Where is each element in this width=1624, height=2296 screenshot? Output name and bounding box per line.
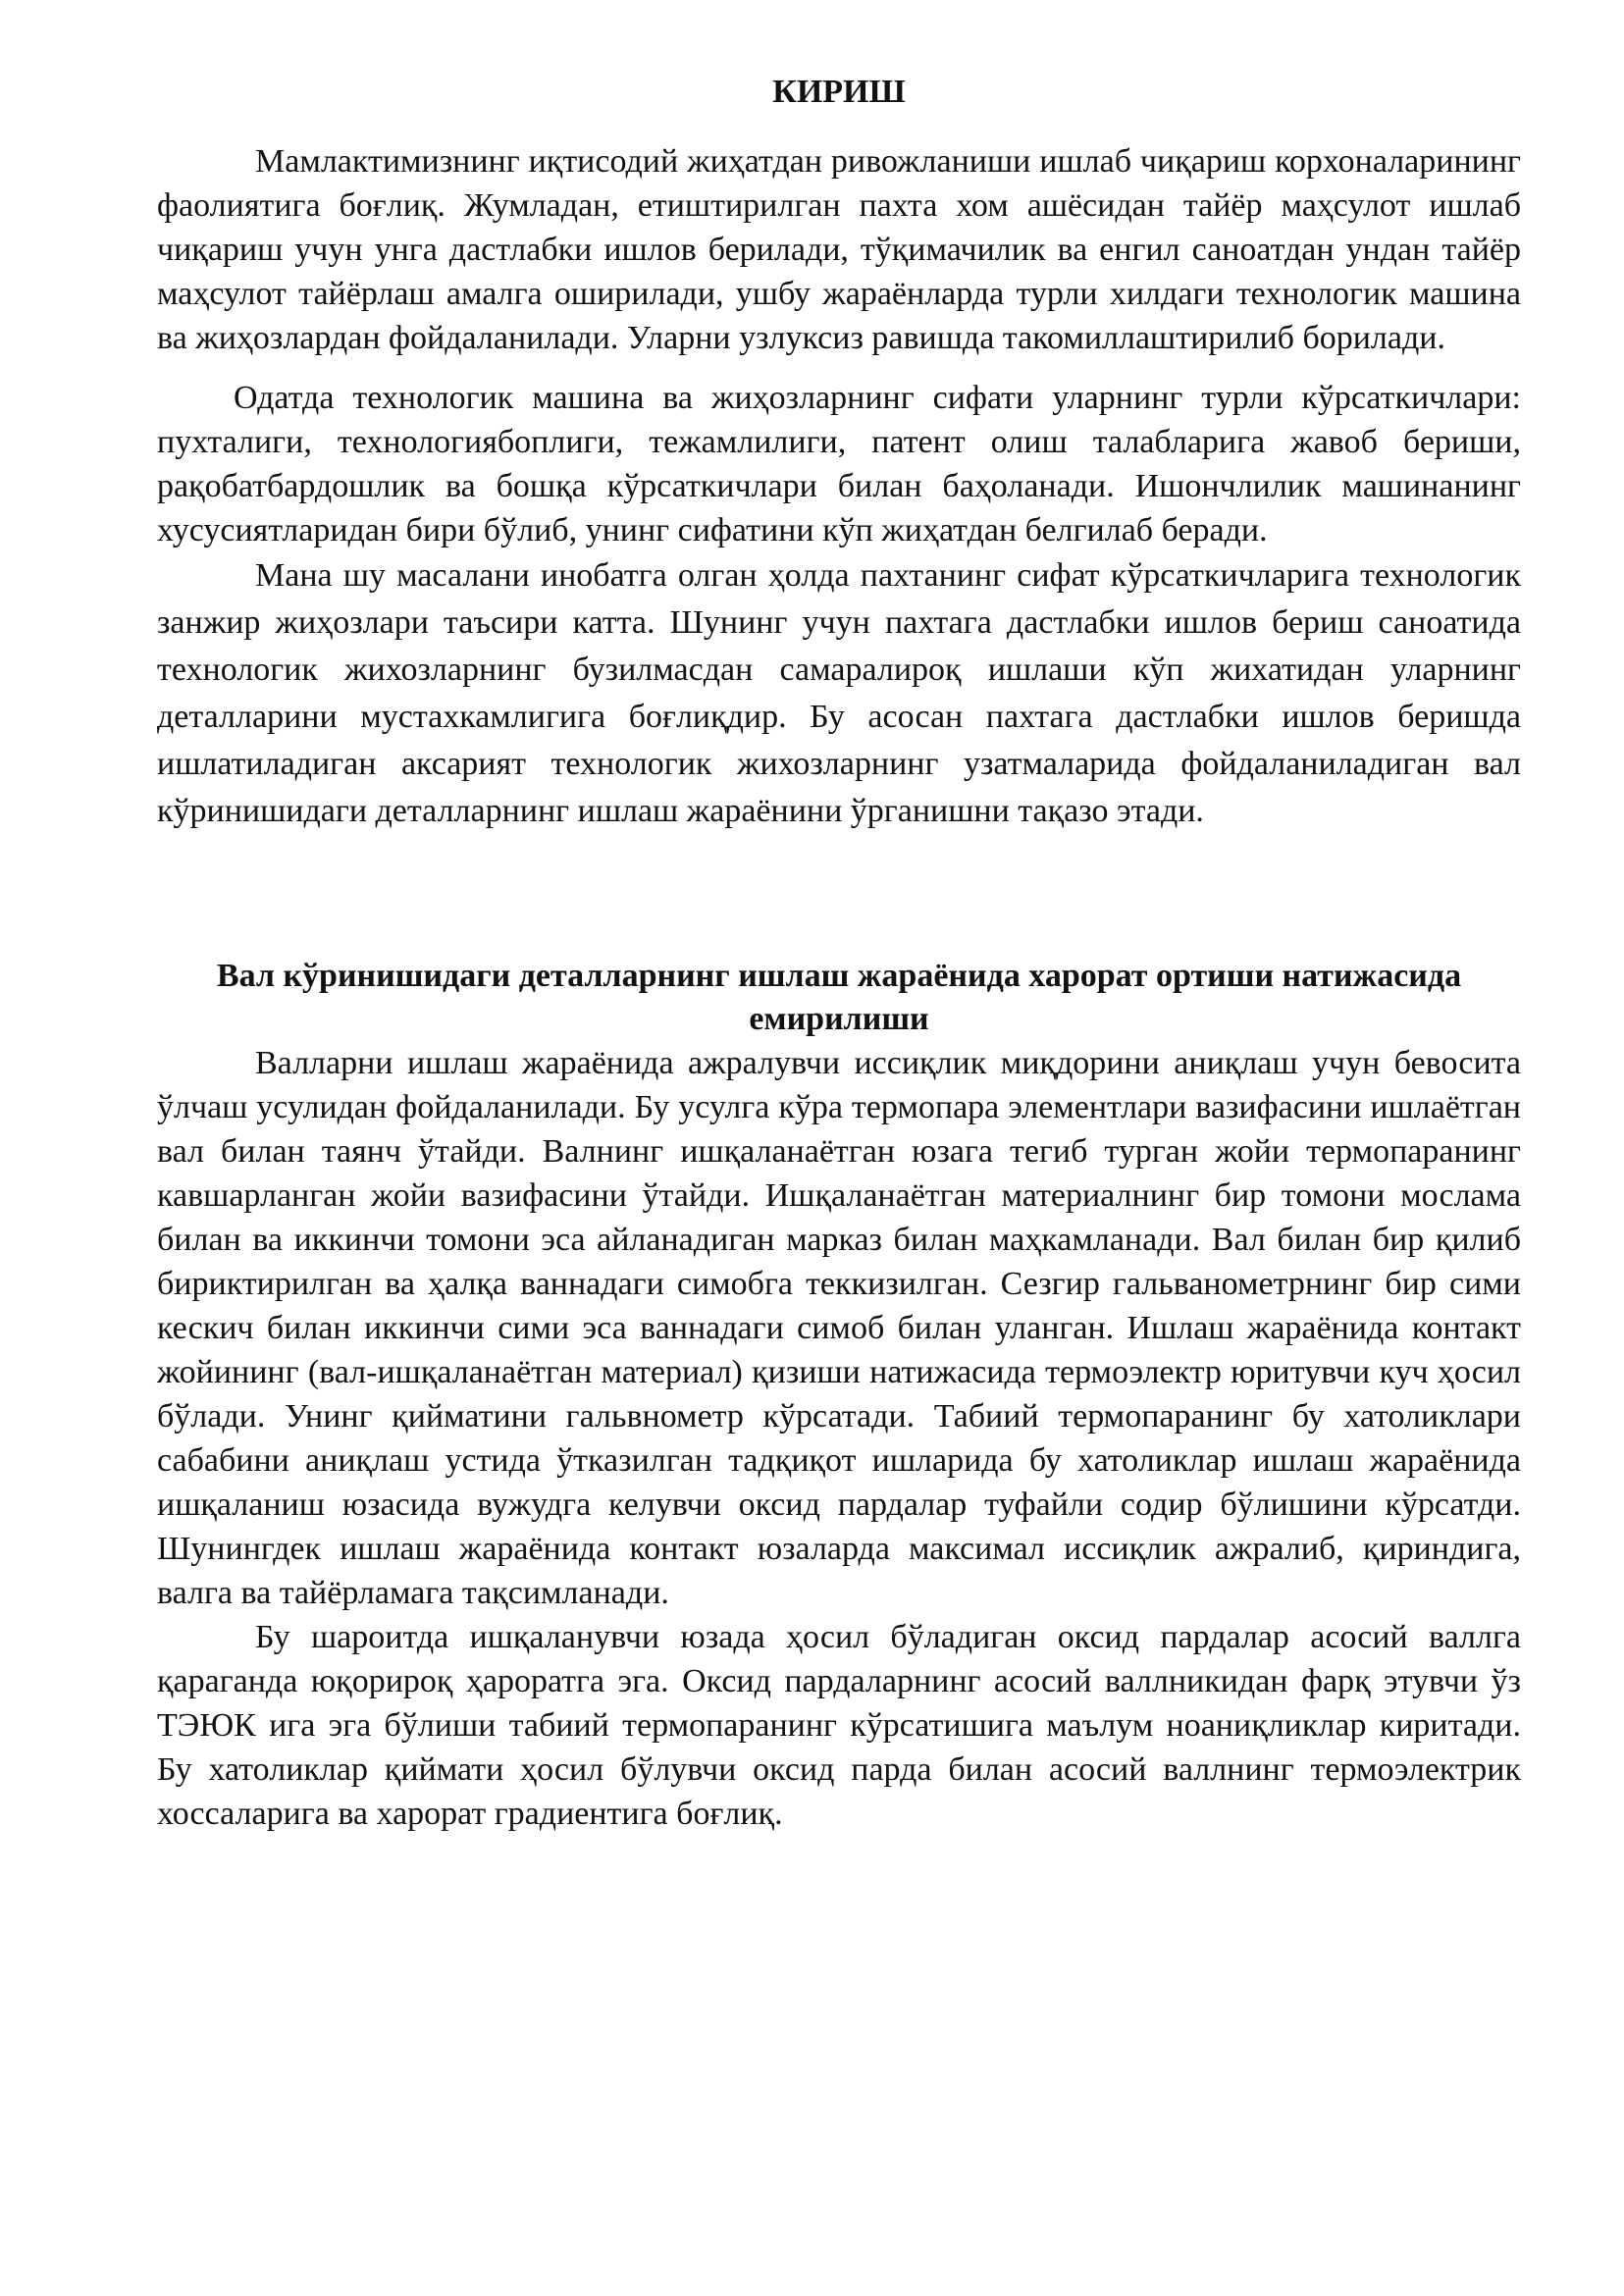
section-paragraph-2: Бу шароитда ишқаланувчи юзада ҳосил бўладиган оксид пардалар асосий валлга қараганда юқорироқ ҳароратга эга. Оксид пардаларнинг асосий валлникидан фарқ этувчи ўз ТЭЮК ига эга бўлиши табиий термопаранинг кўрсатишига маълум ноаниқликлар киритади. Бу хатоликлар қиймати ҳосил бўлувчи оксид парда билан асосий валлнинг термоэлектрик хоссаларига ва харорат градиентига боғлиқ. bbox=[157, 1619, 1521, 1832]
section-title: Вал кўринишидаги деталларнинг ишлаш жараёнида харорат ортиши натижасида емирилиши bbox=[216, 958, 1462, 1037]
intro-paragraph-3: Мана шу масалани инобатга олган ҳолда пахтанинг сифат кўрсаткичларига технологик занжир жиҳозлари таъсири катта. Шунинг учун пахтага дастлабки ишлов бериш саноатида технологик жихозларнинг бузилмасдан самаралироқ ишлаши кўп жихатидан уларнинг деталларини мустахкамлигига боғлиқдир. Бу асосан пахтага дастлабки ишлов беришда ишлатиладиган аксарият технологик жихозларнинг узатмаларида фойдаланиладиган вал кўринишидаги деталларнинг ишлаш жараёнини ўрганишни тақазо этади. bbox=[157, 557, 1521, 829]
intro-paragraph-2: Одатда технологик машина ва жиҳозларнинг сифати уларнинг турли кўрсаткичлари: пухталиги, технологиябоплиги, тежамлилиги, патент олиш талабларига жавоб бериши, рақобатбардошлик ва бошқа кўрсаткичлари билан баҳоланади. Ишончлилик машинанинг хусусиятларидан бири бўлиб, унинг сифатини кўп жиҳатдан белгилаб беради. bbox=[157, 380, 1521, 548]
section-paragraph-1: Валларни ишлаш жараёнида ажралувчи иссиқлик миқдорини аниқлаш учун бевосита ўлчаш усулидан фойдаланилади. Бу усулга кўра термопара элементлари вазифасини ишлаётган вал билан таянч ўтайди. Валнинг ишқаланаётган юзага тегиб турган жойи термопаранинг кавшарланган жойи вазифасини ўтайди. Ишқаланаётган материалнинг бир томони мослама билан ва иккинчи томони эса айланадиган марказ билан маҳкамланади. Вал билан бир қилиб бириктирилган ва ҳалқа ваннадаги симобга теккизилган. Сезгир гальванометрнинг бир сими кескич билан иккинчи сими эса ваннадаги симоб билан уланган. Ишлаш жараёнида контакт жойининг (вал-ишқаланаётган материал) қизиши натижасида термоэлектр юритувчи куч ҳосил бўлади. Унинг қийматини гальвнометр кўрсатади. Табиий термопаранинг бу хатоликлари сабабини аниқлаш устида ўтказилган тадқиқот ишларида бу хатоликлар ишлаш жараёнида ишқаланиш юзасида вужудга келувчи оксид пардалар туфайли содир бўлишини кўрсатди. Шунингдек ишлаш жараёнида контакт юзаларда максимал иссиқлик ажралиб, қириндига, валга ва тайёрламага тақсимланади. bbox=[157, 1045, 1521, 1611]
intro-paragraph-1: Мамлактимизнинг иқтисодий жиҳатдан ривожланиши ишлаб чиқариш корхоналарининг фаолиятига боғлиқ. Жумладан, етиштирилган пахта хом ашёсидан тайёр маҳсулот ишлаб чиқариш учун унга дастлабки ишлов берилади, тўқимачилик ва енгил саноатдан ундан тайёр маҳсулот тайёрлаш амалга оширилади, ушбу жараёнларда турли хилдаги технологик машина ва жиҳозлардан фойдаланилади. Уларни узлуксиз равишда такомиллаштирилиб борилади. bbox=[157, 143, 1521, 356]
document-title: КИРИШ bbox=[772, 74, 906, 110]
